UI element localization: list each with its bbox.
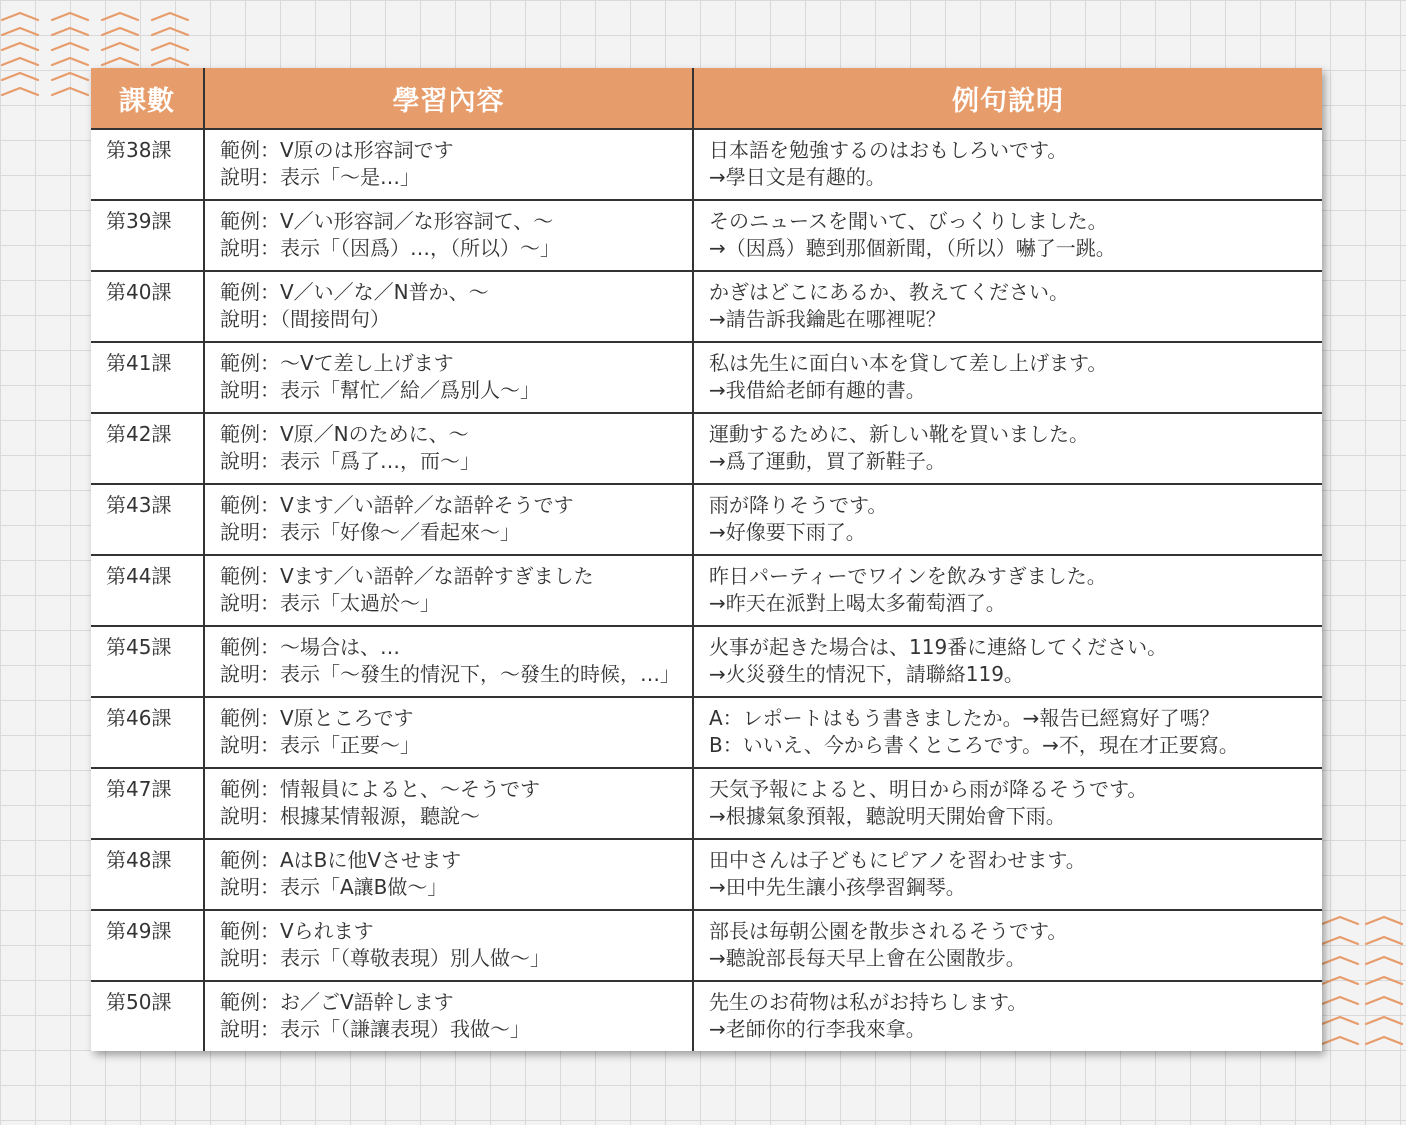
table-row bbox=[91, 626, 1322, 697]
content-cell bbox=[204, 555, 693, 626]
grammar-table bbox=[91, 68, 1322, 1051]
example-translation: →根據氣象預報，聽說明天開始會下雨。 bbox=[709, 804, 1066, 828]
example-cell bbox=[693, 484, 1322, 555]
decorative-wave-pattern-bottom-right bbox=[1318, 910, 1406, 1060]
example-cell bbox=[693, 981, 1322, 1051]
example-translation: →老師你的行李我來拿。 bbox=[709, 1017, 926, 1041]
lesson-cell: 第38課 bbox=[91, 129, 204, 200]
example-translation: →爲了運動，買了新鞋子。 bbox=[709, 449, 946, 473]
example-japanese: 昨日パーティーでワインを飲みすぎました。 bbox=[709, 564, 1107, 588]
example-translation: →我借給老師有趣的書。 bbox=[709, 378, 926, 402]
example-translation: →好像要下雨了。 bbox=[709, 520, 866, 544]
lesson-cell: 第42課 bbox=[91, 413, 204, 484]
lesson-cell: 第47課 bbox=[91, 768, 204, 839]
lesson-cell: 第41課 bbox=[91, 342, 204, 413]
grammar-meaning: 說明：表示「A讓B做～」 bbox=[220, 875, 448, 899]
table-header bbox=[91, 68, 1322, 129]
lesson-cell: 第39課 bbox=[91, 200, 204, 271]
grammar-pattern: 範例：～場合は、… bbox=[220, 635, 400, 659]
lesson-cell: 第40課 bbox=[91, 271, 204, 342]
column-header-lesson: 課數 bbox=[91, 68, 204, 129]
example-translation: →學日文是有趣的。 bbox=[709, 165, 886, 189]
lesson-cell: 第43課 bbox=[91, 484, 204, 555]
example-japanese: そのニュースを聞いて、びっくりしました。 bbox=[709, 209, 1108, 233]
example-translation: B：いいえ、今から書くところです。→不，現在才正要寫。 bbox=[709, 733, 1239, 757]
table-row bbox=[91, 697, 1322, 768]
table-row bbox=[91, 484, 1322, 555]
grammar-pattern: 範例：情報員によると、～そうです bbox=[220, 777, 540, 801]
grammar-meaning: 說明：表示「太過於～」 bbox=[220, 591, 440, 615]
example-japanese: かぎはどこにあるか、教えてください。 bbox=[709, 280, 1069, 304]
grammar-meaning: 說明：表示「（謙讓表現）我做～」 bbox=[220, 1017, 530, 1041]
example-translation: →聽說部長每天早上會在公園散步。 bbox=[709, 946, 1026, 970]
example-cell bbox=[693, 768, 1322, 839]
grammar-pattern: 範例：Vられます bbox=[220, 919, 374, 943]
example-japanese: A：レポートはもう書きましたか。→報告已經寫好了嗎？ bbox=[709, 706, 1220, 730]
grammar-pattern: 範例：Vます／い語幹／な語幹すぎました bbox=[220, 564, 594, 588]
example-cell bbox=[693, 626, 1322, 697]
example-translation: →田中先生讓小孩學習鋼琴。 bbox=[709, 875, 966, 899]
column-header-content: 學習內容 bbox=[204, 68, 693, 129]
grammar-meaning: 說明：表示「～發生的情況下，～發生的時候，…」 bbox=[220, 662, 680, 686]
example-japanese: 日本語を勉強するのはおもしろいです。 bbox=[709, 138, 1068, 162]
content-cell bbox=[204, 484, 693, 555]
content-cell bbox=[204, 981, 693, 1051]
grammar-pattern: 範例：AはBに他Vさせます bbox=[220, 848, 462, 872]
column-header-example: 例句說明 bbox=[693, 68, 1322, 129]
grammar-meaning: 說明：表示「好像～／看起來～」 bbox=[220, 520, 520, 544]
grammar-meaning: 說明：表示「～是…」 bbox=[220, 165, 420, 189]
grammar-meaning: 說明：表示「爲了…，而～」 bbox=[220, 449, 480, 473]
content-cell bbox=[204, 839, 693, 910]
content-cell bbox=[204, 342, 693, 413]
grammar-pattern: 範例：お／ごV語幹します bbox=[220, 990, 454, 1014]
example-cell bbox=[693, 271, 1322, 342]
content-cell bbox=[204, 271, 693, 342]
table-row bbox=[91, 129, 1322, 200]
example-translation: →請告訴我鑰匙在哪裡呢？ bbox=[709, 307, 946, 331]
grammar-pattern: 範例：V原／Nのために、～ bbox=[220, 422, 469, 446]
example-japanese: 火事が起きた場合は、119番に連絡してください。 bbox=[709, 635, 1168, 659]
grammar-meaning: 說明：（間接問句） bbox=[220, 307, 390, 331]
content-cell bbox=[204, 768, 693, 839]
grammar-meaning: 說明：根據某情報源，聽說～ bbox=[220, 804, 480, 828]
table-row bbox=[91, 981, 1322, 1051]
grammar-table-card bbox=[91, 68, 1322, 1051]
example-translation: →昨天在派對上喝太多葡萄酒了。 bbox=[709, 591, 1006, 615]
example-japanese: 運動するために、新しい靴を買いました。 bbox=[709, 422, 1089, 446]
content-cell bbox=[204, 129, 693, 200]
example-japanese: 私は先生に面白い本を貸して差し上げます。 bbox=[709, 351, 1108, 375]
example-cell bbox=[693, 910, 1322, 981]
grammar-meaning: 說明：表示「幫忙／給／爲別人～」 bbox=[220, 378, 540, 402]
lesson-cell: 第49課 bbox=[91, 910, 204, 981]
table-body bbox=[91, 129, 1322, 1051]
content-cell bbox=[204, 413, 693, 484]
example-translation: →火災發生的情況下，請聯絡119。 bbox=[709, 662, 1024, 686]
example-cell bbox=[693, 697, 1322, 768]
grammar-pattern: 範例：Vます／い語幹／な語幹そうです bbox=[220, 493, 574, 517]
grammar-pattern: 範例：V原のは形容詞です bbox=[220, 138, 454, 162]
grammar-pattern: 範例：V／い形容詞／な形容詞て、～ bbox=[220, 209, 554, 233]
example-cell bbox=[693, 129, 1322, 200]
grammar-pattern: 範例：V原ところです bbox=[220, 706, 414, 730]
content-cell bbox=[204, 910, 693, 981]
table-row bbox=[91, 555, 1322, 626]
grammar-meaning: 說明：表示「（因爲）…，（所以）～」 bbox=[220, 236, 560, 260]
content-cell bbox=[204, 200, 693, 271]
grammar-meaning: 說明：表示「正要～」 bbox=[220, 733, 420, 757]
lesson-cell: 第45課 bbox=[91, 626, 204, 697]
lesson-cell: 第44課 bbox=[91, 555, 204, 626]
lesson-cell: 第46課 bbox=[91, 697, 204, 768]
example-japanese: 雨が降りそうです。 bbox=[709, 493, 888, 517]
example-cell bbox=[693, 342, 1322, 413]
header-row bbox=[91, 68, 1322, 129]
example-japanese: 部長は毎朝公園を散歩されるそうです。 bbox=[709, 919, 1068, 943]
content-cell bbox=[204, 697, 693, 768]
example-cell bbox=[693, 200, 1322, 271]
table-row bbox=[91, 413, 1322, 484]
table-row bbox=[91, 200, 1322, 271]
table-row bbox=[91, 839, 1322, 910]
content-cell bbox=[204, 626, 693, 697]
example-japanese: 先生のお荷物は私がお持ちします。 bbox=[709, 990, 1028, 1014]
example-cell bbox=[693, 555, 1322, 626]
table-row bbox=[91, 910, 1322, 981]
grammar-meaning: 說明：表示「（尊敬表現）別人做～」 bbox=[220, 946, 550, 970]
table-row bbox=[91, 768, 1322, 839]
grammar-pattern: 範例：～Vて差し上げます bbox=[220, 351, 454, 375]
table-row bbox=[91, 271, 1322, 342]
example-japanese: 天気予報によると、明日から雨が降るそうです。 bbox=[709, 777, 1148, 801]
example-japanese: 田中さんは子どもにピアノを習わせます。 bbox=[709, 848, 1086, 872]
example-cell bbox=[693, 413, 1322, 484]
example-translation: →（因爲）聽到那個新聞，（所以）嚇了一跳。 bbox=[709, 236, 1116, 260]
example-cell bbox=[693, 839, 1322, 910]
lesson-cell: 第50課 bbox=[106, 990, 172, 1014]
grammar-pattern: 範例：V／い／な／N普か、～ bbox=[220, 280, 489, 304]
lesson-cell: 第48課 bbox=[91, 839, 204, 910]
table-row bbox=[91, 342, 1322, 413]
